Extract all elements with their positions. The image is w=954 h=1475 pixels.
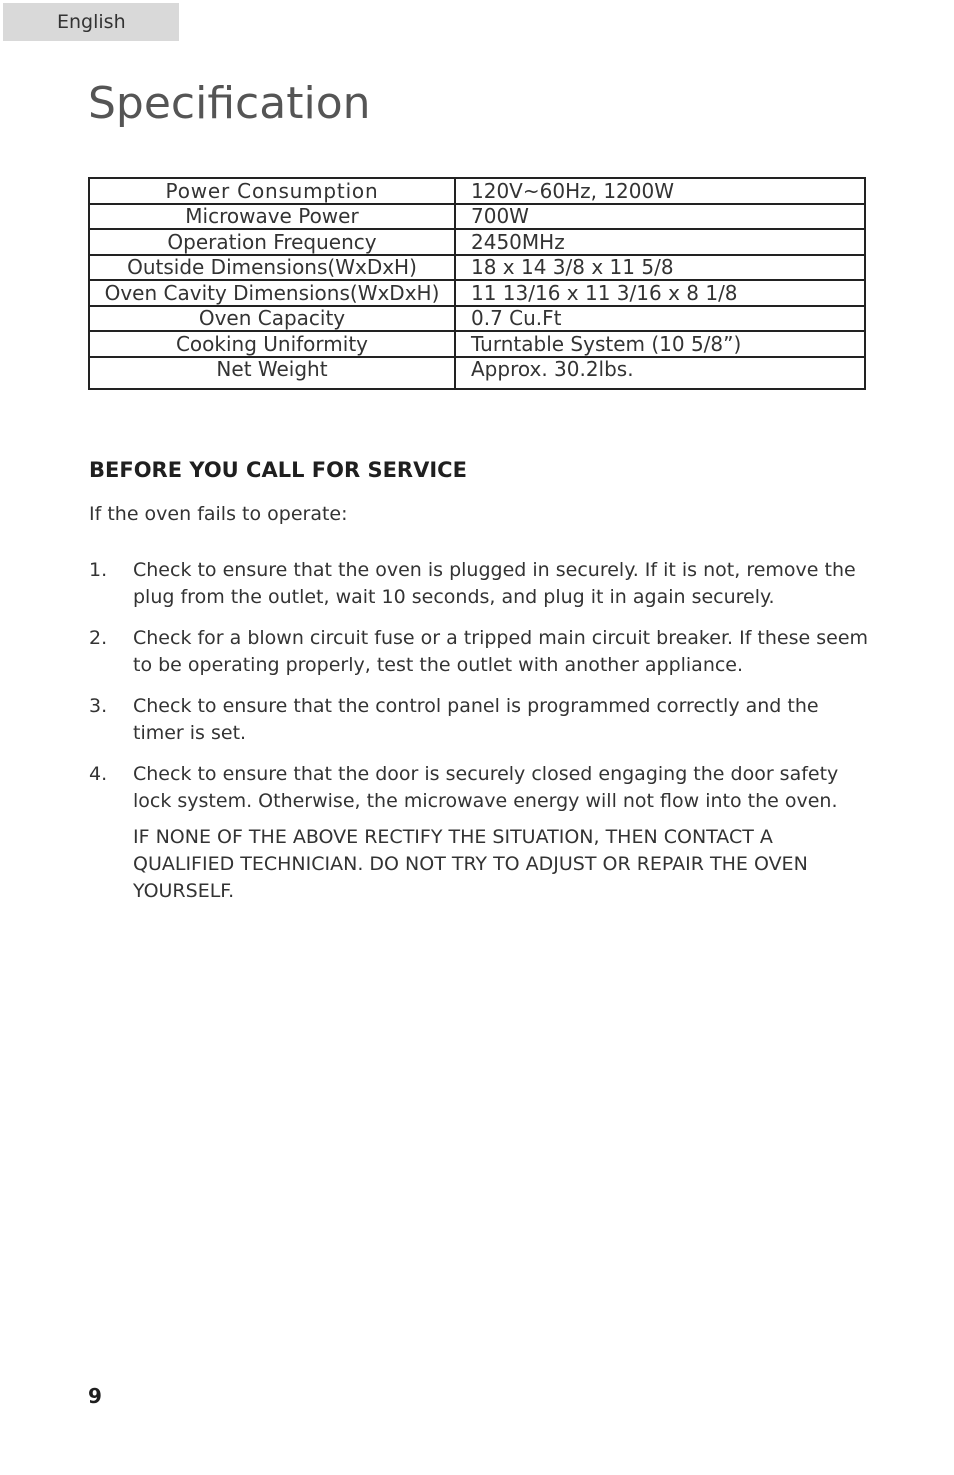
step-text: Check to ensure that the control panel is programmed correctly and the timer is set.	[133, 695, 819, 744]
spec-row	[89, 280, 865, 306]
spec-label: Net Weight	[89, 357, 455, 389]
page-number: 9	[88, 1384, 102, 1408]
spec-value: 18 x 14 3/8 x 11 5/8	[455, 255, 865, 281]
step-number: 1.	[89, 559, 108, 581]
spec-label: Microwave Power	[89, 204, 455, 230]
spec-value: 2450MHz	[455, 229, 865, 255]
spec-label: Power Consumption	[89, 178, 455, 204]
troubleshooting-list	[89, 557, 869, 829]
spec-value: 700W	[455, 204, 865, 230]
list-item	[89, 761, 869, 815]
service-heading: BEFORE YOU CALL FOR SERVICE	[89, 458, 467, 482]
spec-value: 11 13/16 x 11 3/16 x 8 1/8	[455, 280, 865, 306]
list-item	[89, 557, 869, 611]
spec-label: Operation Frequency	[89, 229, 455, 255]
step-number: 3.	[89, 695, 108, 717]
list-item	[89, 625, 869, 679]
spec-row	[89, 357, 865, 389]
list-item	[89, 693, 869, 747]
spec-value: 120V~60Hz, 1200W	[455, 178, 865, 204]
language-tab: English	[3, 3, 179, 41]
specification-table	[88, 177, 866, 390]
step-text: Check to ensure that the oven is plugged in securely. If it is not, remove the plug from the outlet, wait 10 seconds, and plug it in again securely.	[133, 559, 856, 608]
spec-label: Outside Dimensions(WxDxH)	[89, 255, 455, 281]
spec-row	[89, 178, 865, 204]
spec-value: 0.7 Cu.Ft	[455, 306, 865, 332]
spec-row	[89, 255, 865, 281]
spec-value: Approx. 30.2lbs.	[455, 357, 865, 389]
step-number: 4.	[89, 763, 108, 785]
spec-value: Turntable System (10 5/8”)	[455, 331, 865, 357]
service-note: IF NONE OF THE ABOVE RECTIFY THE SITUATION, THEN CONTACT A QUALIFIED TECHNICIAN. DO NOT TRY TO ADJUST OR REPAIR THE OVEN YOURSELF.	[133, 826, 808, 902]
step-number: 2.	[89, 627, 108, 649]
spec-row	[89, 204, 865, 230]
step-text: Check to ensure that the door is securely closed engaging the door safety lock system. Otherwise, the microwave energy will not flow into the oven.	[133, 763, 839, 812]
spec-row	[89, 306, 865, 332]
step-text: Check for a blown circuit fuse or a tripped main circuit breaker. If these seem to be operating properly, test the outlet with another appliance.	[133, 627, 869, 676]
page-title: Specification	[88, 78, 371, 129]
spec-label: Oven Cavity Dimensions(WxDxH)	[89, 280, 455, 306]
spec-label: Cooking Uniformity	[89, 331, 455, 357]
spec-row	[89, 331, 865, 357]
service-intro: If the oven fails to operate:	[89, 503, 348, 525]
spec-row	[89, 229, 865, 255]
spec-label: Oven Capacity	[89, 306, 455, 332]
